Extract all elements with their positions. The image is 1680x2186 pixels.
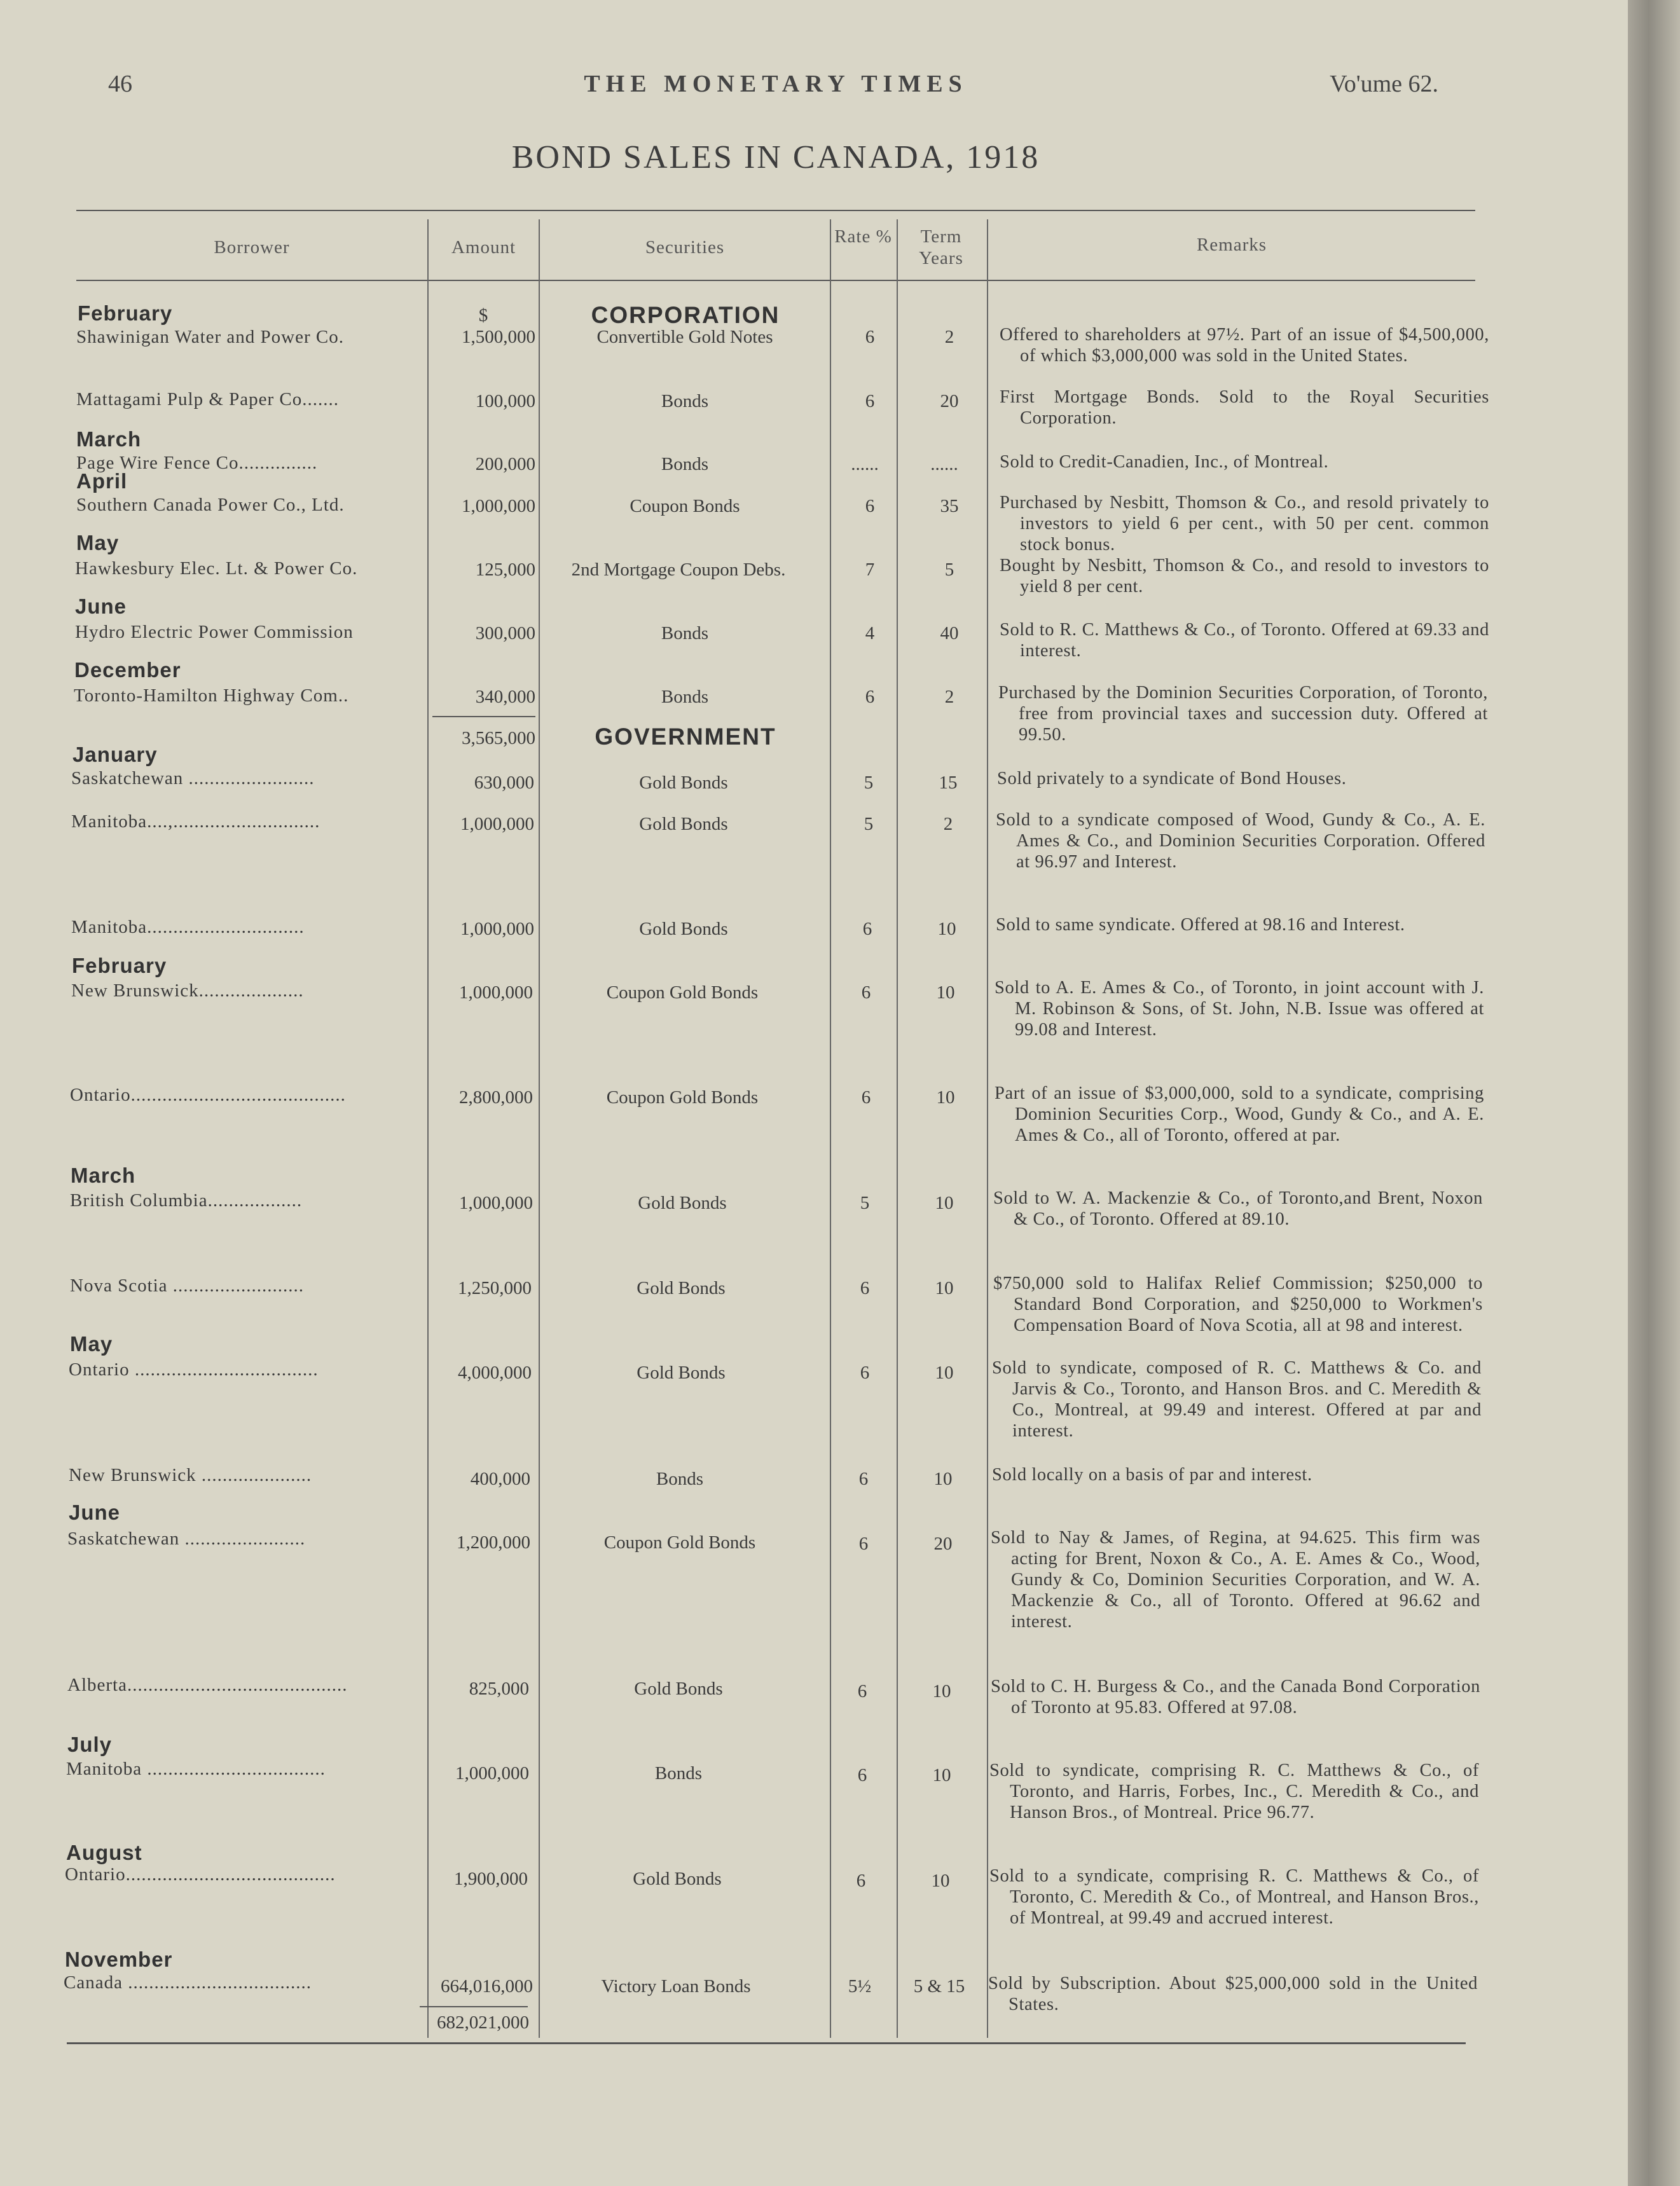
row-borrower: Page Wire Fence Co............... — [76, 453, 318, 473]
column-divider — [987, 219, 988, 2038]
subtotal-rule — [420, 2006, 528, 2007]
row-rate: 7 — [865, 560, 875, 580]
month-label: April — [76, 469, 128, 493]
row-borrower: New Brunswick.................... — [71, 980, 304, 1001]
row-borrower: Hydro Electric Power Commission — [75, 622, 354, 642]
row-amount: 400,000 — [470, 1469, 530, 1489]
row-rate: 6 — [865, 687, 875, 707]
page-edge — [1628, 0, 1680, 2186]
row-amount: 1,000,000 — [455, 1763, 529, 1784]
corporation-total: 3,565,000 — [462, 728, 535, 748]
row-borrower: Saskatchewan ........................ — [71, 768, 315, 788]
row-securities: Coupon Gold Bonds — [606, 1087, 759, 1108]
row-remarks: Sold to Credit-Canadien, Inc., of Montreal. — [1000, 452, 1329, 472]
row-securities: Gold Bonds — [637, 1278, 726, 1298]
row-remarks: Sold by Subscription. About $25,000,000 sold in the United States. — [988, 1974, 1478, 2014]
row-term: 10 — [936, 982, 955, 1003]
row-rate: 6 — [862, 919, 872, 939]
row-securities: Gold Bonds — [634, 1679, 723, 1699]
row-remarks: Sold to Nay & James, of Regina, at 94.625. This firm was acting for Brent, Noxon & Co., A. E. Ames & Co., Wood, Gundy & Co, Dominion Securities Corporation, and W. A. Mackenzie & Co., all of Toronto. Offered at 96.62 and interest. — [991, 1528, 1480, 1632]
month-label: February — [78, 301, 173, 325]
month-label: November — [65, 1948, 173, 1971]
row-term: 10 — [932, 1765, 951, 1785]
row-amount: 1,000,000 — [460, 814, 534, 834]
row-amount: 1,000,000 — [459, 1193, 533, 1213]
row-rate: 6 — [865, 327, 875, 347]
row-rate: 6 — [860, 1363, 870, 1383]
row-rate: 6 — [860, 1278, 870, 1298]
row-term: ...... — [930, 454, 958, 474]
row-term: 15 — [939, 773, 958, 793]
row-borrower: Mattagami Pulp & Paper Co....... — [76, 389, 339, 409]
row-rate: 5 — [860, 1193, 870, 1213]
row-borrower: Hawkesbury Elec. Lt. & Power Co. — [75, 558, 358, 579]
row-term: 40 — [940, 623, 959, 643]
month-label: July — [67, 1733, 113, 1756]
row-amount: 340,000 — [475, 687, 535, 707]
row-amount: 1,200,000 — [457, 1532, 530, 1553]
row-remarks: First Mortgage Bonds. Sold to the Royal Securities Corporation. — [1000, 387, 1489, 428]
row-rate: 6 — [858, 1534, 869, 1554]
row-borrower: Shawinigan Water and Power Co. — [76, 327, 344, 347]
row-securities: Gold Bonds — [637, 1363, 726, 1383]
row-remarks: Sold to syndicate, comprising R. C. Matthews & Co., of Toronto, and Harris, Forbes, Inc., C. Meredith & Co., and Hanson Bros., of Montreal. Price 96.77. — [989, 1761, 1479, 1822]
month-label: August — [66, 1841, 142, 1864]
row-remarks: Sold to a syndicate composed of Wood, Gundy & Co., A. E. Ames & Co., and Dominion Securities Corporation. Offered at 96.97 and Interest. — [996, 810, 1485, 872]
row-securities: Bonds — [654, 1763, 703, 1784]
row-term: 10 — [935, 1278, 954, 1298]
row-remarks: Sold to A. E. Ames & Co., of Toronto, in joint account with J. M. Robinson & Sons, of St. John, N.B. Issue was offered at 99.08 and Interest. — [995, 978, 1484, 1040]
row-borrower: Ontario........................................ — [65, 1864, 336, 1885]
row-securities: Coupon Gold Bonds — [606, 982, 759, 1003]
row-term: 2 — [944, 687, 954, 707]
row-term: 20 — [940, 391, 959, 411]
row-remarks: Part of an issue of $3,000,000, sold to a syndicate, comprising Dominion Securities Corp., Wood, Gundy & Co., and A. E. Ames & Co., all of Toronto, offered at par. — [995, 1083, 1484, 1145]
header-bottom-rule — [76, 280, 1475, 281]
row-term: 20 — [933, 1534, 953, 1554]
page-number: 46 — [108, 71, 132, 97]
row-remarks: Sold to a syndicate, comprising R. C. Matthews & Co., of Toronto, C. Meredith & Co., of Montreal, and Hanson Bros., of Montreal, at 99.49 and accrued interest. — [989, 1866, 1479, 1928]
row-securities: Coupon Bonds — [630, 496, 740, 516]
row-amount: 4,000,000 — [458, 1363, 532, 1383]
row-securities: Gold Bonds — [633, 1869, 722, 1889]
row-remarks: Sold to syndicate, composed of R. C. Matthews & Co. and Jarvis & Co., Toronto, and Hanson Bros. and C. Meredith & Co., Montreal, at 99.49 and interest. Offered at par and interest. — [992, 1358, 1482, 1441]
row-borrower: Saskatchewan ....................... — [67, 1529, 306, 1549]
month-label: June — [69, 1501, 121, 1524]
month-label: March — [76, 427, 142, 451]
row-borrower: Manitoba .................................. — [66, 1759, 326, 1779]
row-amount: 1,250,000 — [458, 1278, 532, 1298]
row-borrower: New Brunswick ..................... — [69, 1465, 312, 1485]
column-header-rate: Rate % — [834, 226, 892, 247]
row-borrower: Alberta.......................................... — [67, 1675, 348, 1695]
row-securities: Coupon Gold Bonds — [603, 1532, 756, 1553]
volume-label: Vo'ume 62. — [1330, 71, 1438, 97]
row-amount: 825,000 — [469, 1679, 529, 1699]
month-label: June — [75, 595, 127, 618]
row-securities: Bonds — [656, 1469, 704, 1489]
table-bottom-rule — [67, 2042, 1466, 2044]
row-remarks: Sold to W. A. Mackenzie & Co., of Toronto,and Brent, Noxon & Co., of Toronto. Offered at 89.10. — [993, 1188, 1483, 1229]
month-label: February — [72, 954, 167, 977]
row-securities: Bonds — [661, 623, 709, 643]
row-remarks: Sold to same syndicate. Offered at 98.16 and Interest. — [996, 915, 1405, 935]
row-amount: 2,800,000 — [459, 1087, 533, 1108]
row-amount: 100,000 — [475, 391, 535, 411]
row-remarks: Sold locally on a basis of par and interest. — [992, 1465, 1312, 1485]
row-rate: 6 — [861, 1087, 871, 1108]
row-amount: 630,000 — [474, 773, 534, 793]
column-divider — [897, 219, 898, 2038]
row-amount: 300,000 — [475, 623, 535, 643]
row-amount: 125,000 — [475, 560, 535, 580]
month-label: December — [74, 658, 181, 682]
row-borrower: Manitoba.............................. — [71, 917, 305, 937]
subtotal-rule — [432, 716, 535, 717]
row-rate: 5 — [864, 773, 874, 793]
row-borrower: Southern Canada Power Co., Ltd. — [76, 495, 345, 515]
column-header-term: Term Years — [919, 226, 963, 268]
row-borrower: Ontario ................................... — [69, 1359, 319, 1380]
column-header-borrower: Borrower — [214, 237, 290, 258]
page-title: BOND SALES IN CANADA, 1918 — [511, 139, 1040, 175]
row-remarks: Purchased by the Dominion Securities Corporation, of Toronto, free from provincial taxes and succession duty. Offered at 99.50. — [998, 683, 1488, 745]
row-term: 10 — [936, 1087, 955, 1108]
row-rate: 6 — [857, 1681, 867, 1701]
row-remarks: Purchased by Nesbitt, Thomson & Co., and resold privately to investors to yield 6 per cent., with 50 per cent. common stock bonus. — [1000, 493, 1489, 554]
row-term: 10 — [932, 1681, 951, 1701]
table-top-rule — [76, 210, 1475, 211]
row-securities: Bonds — [661, 454, 709, 474]
row-term: 10 — [933, 1469, 953, 1489]
row-amount: 664,016,000 — [441, 1976, 533, 1997]
row-rate: 5 — [864, 814, 874, 834]
row-rate: 6 — [857, 1765, 867, 1785]
row-remarks: Sold to C. H. Burgess & Co., and the Canada Bond Corporation of Toronto at 95.83. Offered at 97.08. — [991, 1677, 1480, 1717]
row-term: 35 — [940, 496, 959, 516]
section-heading-government: GOVERNMENT — [595, 724, 776, 750]
month-label: January — [72, 743, 158, 766]
row-remarks: Sold to R. C. Matthews & Co., of Toronto. Offered at 69.33 and interest. — [1000, 620, 1489, 661]
row-term: 10 — [935, 1363, 954, 1383]
row-amount: 200,000 — [475, 454, 535, 474]
dollar-sign: $ — [478, 305, 488, 326]
column-header-remarks: Remarks — [1196, 235, 1267, 255]
row-rate: ...... — [851, 454, 879, 474]
row-borrower: Toronto-Hamilton Highway Com.. — [74, 685, 349, 706]
row-securities: Gold Bonds — [639, 919, 728, 939]
row-borrower: Canada ................................... — [64, 1972, 312, 1993]
row-rate: 6 — [858, 1469, 869, 1489]
row-remarks: Bought by Nesbitt, Thomson & Co., and resold to investors to yield 8 per cent. — [1000, 556, 1489, 596]
row-remarks: Offered to shareholders at 97½. Part of an issue of $4,500,000, of which $3,000,000 was sold in the United States. — [1000, 325, 1489, 366]
row-term: 2 — [943, 814, 953, 834]
row-rate: 5½ — [848, 1976, 872, 1997]
month-label: May — [70, 1332, 113, 1356]
row-rate: 4 — [865, 623, 875, 643]
row-term: 10 — [931, 1871, 950, 1891]
row-rate: 6 — [865, 391, 875, 411]
row-amount: 1,000,000 — [459, 982, 533, 1003]
row-term: 10 — [937, 919, 956, 939]
row-securities: Gold Bonds — [639, 814, 728, 834]
row-term: 5 — [944, 560, 954, 580]
month-label: May — [76, 531, 120, 554]
row-securities: Bonds — [661, 391, 709, 411]
row-securities: Convertible Gold Notes — [596, 327, 773, 347]
publication-title: THE MONETARY TIMES — [584, 71, 968, 97]
row-securities: Gold Bonds — [639, 773, 728, 793]
row-securities: Victory Loan Bonds — [601, 1976, 751, 1997]
row-term: 2 — [944, 327, 954, 347]
row-rate: 6 — [865, 496, 875, 516]
government-total: 682,021,000 — [437, 2012, 529, 2033]
row-securities: 2nd Mortgage Coupon Debs. — [571, 560, 786, 580]
row-amount: 1,000,000 — [460, 919, 534, 939]
month-label: March — [71, 1164, 136, 1187]
column-header-securities: Securities — [645, 237, 725, 258]
row-term: 5 & 15 — [913, 1976, 965, 1997]
row-borrower: Ontario......................................... — [70, 1085, 346, 1105]
row-amount: 1,900,000 — [454, 1869, 528, 1889]
row-remarks: Sold privately to a syndicate of Bond Houses. — [997, 769, 1347, 788]
section-heading-corporation: CORPORATION — [591, 302, 780, 328]
row-rate: 6 — [861, 982, 871, 1003]
row-borrower: British Columbia.................. — [70, 1190, 303, 1211]
row-securities: Bonds — [661, 687, 709, 707]
row-borrower: Nova Scotia ......................... — [70, 1275, 305, 1296]
row-amount: 1,500,000 — [462, 327, 535, 347]
column-header-amount: Amount — [451, 237, 516, 258]
row-rate: 6 — [856, 1871, 866, 1891]
row-amount: 1,000,000 — [462, 496, 535, 516]
row-term: 10 — [935, 1193, 954, 1213]
row-securities: Gold Bonds — [638, 1193, 727, 1213]
row-remarks: $750,000 sold to Halifax Relief Commission; $250,000 to Standard Bond Corporation, and $250,000 to Workmen's Compensation Board of Nova Scotia, all at 98 and interest. — [993, 1274, 1483, 1335]
row-borrower: Manitoba....,............................ — [71, 811, 320, 832]
